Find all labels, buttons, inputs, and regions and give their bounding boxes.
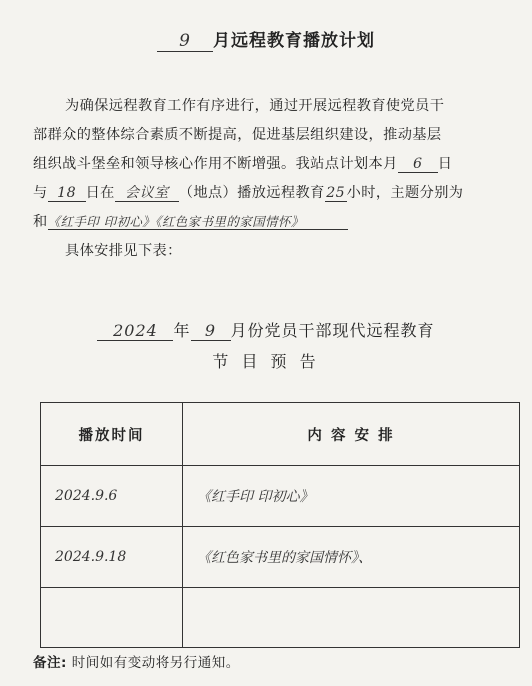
intro-line-1: 为确保远程教育工作有序进行，通过开展远程教育使党员干 [65,98,445,114]
sub-year: 2024 [97,322,173,341]
note-text: 时间如有变动将另行通知。 [71,655,240,671]
intro-line-5 [33,208,513,237]
schedule-table [40,402,520,648]
row-content: 《红色家书里的家国情怀》、 [183,527,520,588]
table-header-row [41,403,520,466]
title-month: 9 [157,32,213,52]
line-4-prefix: 与 [33,185,48,201]
header-content: 内 容 安 排 [183,403,520,466]
sub-month: 9 [191,322,231,341]
table-row [41,466,520,527]
row-time: 2024.9.6 [41,466,183,527]
hours: 25 [326,185,346,201]
intro-line-6: 具体安排见下表： [65,243,182,259]
title-text: 月远程教育播放计划 [213,31,375,51]
hours-suffix: 小时，主题分别为 [346,185,464,201]
footnote [33,651,240,671]
sub-year-suffix: 年 [173,321,191,340]
table-row [41,588,520,648]
day-2: 18 [48,185,86,202]
intro-line-4 [33,179,513,208]
note-label: 备注: [33,655,67,671]
page-title [0,26,532,52]
subheading-line-2: 节 目 预 告 [212,352,320,371]
day-1: 6 [398,156,438,173]
themes: 《红手印 印初心》《红色家书里的家国情怀》 [48,215,348,230]
day-2-mid: 日在 [85,185,115,201]
header-time: 播放时间 [41,403,183,466]
day-1-suffix: 日 [437,156,453,172]
location-suffix: （地点）播放远程教育 [178,185,325,201]
row-time: 2024.9.18 [41,527,183,588]
intro-line-2: 部群众的整体综合素质不断提高，促进基层组织建设，推动基层 [33,127,442,143]
row-time [41,588,183,648]
sub-month-suffix: 月份党员干部现代远程教育 [230,321,435,340]
location: 会议室 [115,185,179,202]
row-content: 《红手印 印初心》 [183,466,520,527]
intro-line-3 [33,150,513,179]
subheading-line-1 [0,318,532,341]
row-content [183,588,520,648]
intro-line-3-text: 组织战斗堡垒和领导核心作用不断增强。我站点计划本月 [33,156,398,172]
table-row [41,527,520,588]
line-5-prefix: 和 [33,214,48,230]
